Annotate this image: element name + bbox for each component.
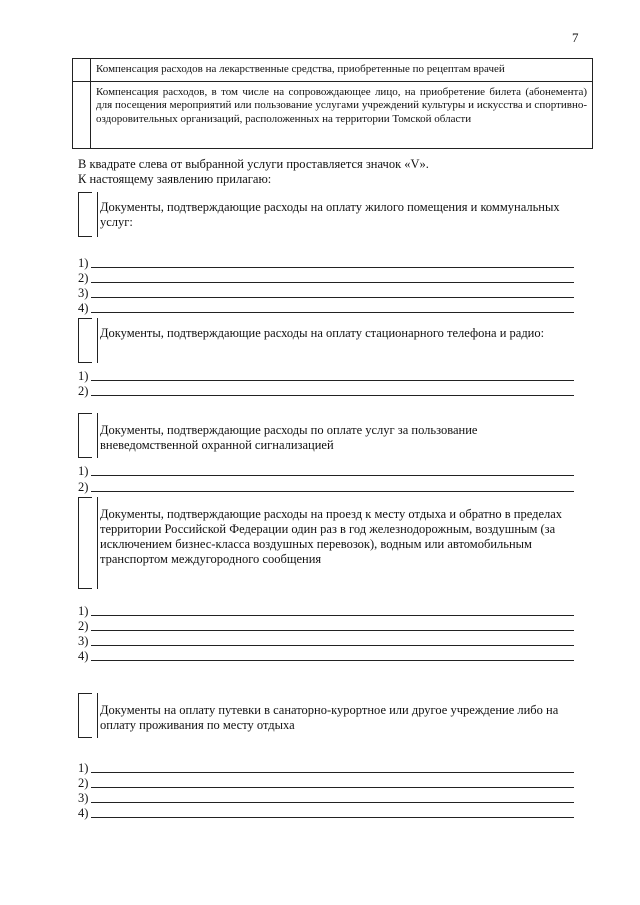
line-number: 1) xyxy=(78,464,89,478)
document-line[interactable] xyxy=(78,604,574,619)
document-line[interactable] xyxy=(78,791,574,806)
table-row xyxy=(73,81,593,148)
line-number: 2) xyxy=(78,776,89,790)
document-line[interactable] xyxy=(78,286,574,301)
intro-line: К настоящему заявлению прилагаю: xyxy=(78,172,272,186)
intro-text xyxy=(78,157,429,187)
section-text: Документы на оплату путевки в санаторно-курортное или другое учреждение либо на оплату проживания по месту отдыха xyxy=(100,703,559,732)
document-line[interactable] xyxy=(78,619,574,634)
line-number: 4) xyxy=(78,301,89,315)
attachment-checkbox[interactable] xyxy=(78,192,98,237)
document-line[interactable] xyxy=(78,301,574,316)
document-line[interactable] xyxy=(78,776,574,791)
line-number: 2) xyxy=(78,271,89,285)
line-number: 2) xyxy=(78,384,89,398)
line-number: 1) xyxy=(78,256,89,270)
line-number: 2) xyxy=(78,480,89,494)
service-text: Компенсация расходов, в том числе на сопровождающее лицо, на приобретение билета (абонемента) для посещения мероприятий или пользование услугами учреждений культуры и искусства и спортивно-оздоровительных организаций, расположенных на территории Томской области xyxy=(91,81,593,148)
document-line[interactable] xyxy=(78,384,574,399)
line-number: 1) xyxy=(78,761,89,775)
line-number: 3) xyxy=(78,286,89,300)
services-table xyxy=(72,58,593,149)
document-line[interactable] xyxy=(78,480,574,495)
document-line[interactable] xyxy=(78,649,574,664)
line-number: 3) xyxy=(78,791,89,805)
service-text: Компенсация расходов на лекарственные средства, приобретенные по рецептам врачей xyxy=(91,59,593,82)
line-number: 1) xyxy=(78,604,89,618)
service-checkbox[interactable] xyxy=(73,59,91,82)
document-line[interactable] xyxy=(78,761,574,776)
attachment-checkbox[interactable] xyxy=(78,693,98,738)
document-line[interactable] xyxy=(78,634,574,649)
section-text: Документы, подтверждающие расходы на оплату жилого помещения и коммунальных услуг: xyxy=(100,200,560,229)
document-line[interactable] xyxy=(78,369,574,384)
section-text: Документы, подтверждающие расходы на оплату стационарного телефона и радио: xyxy=(100,326,545,340)
attachment-checkbox[interactable] xyxy=(78,413,98,458)
line-number: 1) xyxy=(78,369,89,383)
attachment-checkbox[interactable] xyxy=(78,497,98,589)
section-text: Документы, подтверждающие расходы по оплате услуг за пользование вневедомственной охранной сигнализацией xyxy=(100,423,478,452)
intro-line: В квадрате слева от выбранной услуги проставляется значок «V». xyxy=(78,157,429,171)
document-line[interactable] xyxy=(78,256,574,271)
line-number: 3) xyxy=(78,634,89,648)
document-line[interactable] xyxy=(78,271,574,286)
section-text: Документы, подтверждающие расходы на проезд к месту отдыха и обратно в пределах территории Российской Федерации один раз в год железнодорожным, воздушным (за исключением бизнес-класса воздушных перевозок), водным или автомобильным транспортом междугородного сообщения xyxy=(100,507,563,566)
line-number: 2) xyxy=(78,619,89,633)
document-line[interactable] xyxy=(78,806,574,821)
table-row xyxy=(73,59,593,82)
attachment-checkbox[interactable] xyxy=(78,318,98,363)
line-number: 4) xyxy=(78,806,89,820)
line-number: 4) xyxy=(78,649,89,663)
service-checkbox[interactable] xyxy=(73,81,91,148)
page-number: 7 xyxy=(572,30,579,45)
document-line[interactable] xyxy=(78,464,574,479)
